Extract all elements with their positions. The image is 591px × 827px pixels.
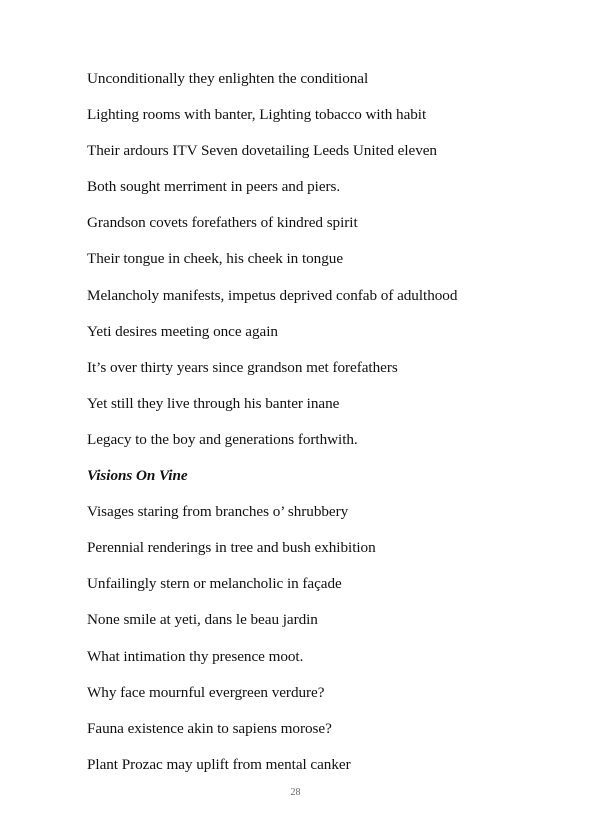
poem-line: Plant Prozac may uplift from mental canker	[87, 755, 351, 773]
poem-line: Visages staring from branches o’ shrubbery	[87, 503, 349, 521]
poem-line: Their ardours ITV Seven dovetailing Leeds United eleven	[87, 142, 437, 160]
poem-title: Visions On Vine	[87, 467, 188, 485]
poem-line: None smile at yeti, dans le beau jardin	[87, 611, 318, 629]
poem-line: Unconditionally they enlighten the conditional	[87, 70, 369, 87]
poem-line: Fauna existence akin to sapiens morose?	[87, 719, 332, 737]
poem-line: Legacy to the boy and generations forthwith.	[87, 430, 358, 448]
poem-line: Lighting rooms with banter, Lighting tobacco with habit	[87, 106, 427, 124]
poem-text-block	[87, 68, 567, 790]
poem-line: Grandson covets forefathers of kindred spirit	[87, 214, 358, 232]
page-number: 28	[290, 787, 301, 798]
poem-line: Melancholy manifests, impetus deprived confab of adulthood	[87, 286, 458, 304]
poem-line: Yeti desires meeting once again	[87, 322, 278, 340]
poem-line: Their tongue in cheek, his cheek in tongue	[87, 250, 344, 268]
poem-line: Why face mournful evergreen verdure?	[87, 683, 325, 701]
poem-line: It’s over thirty years since grandson met forefathers	[87, 358, 398, 376]
poem-line: Both sought merriment in peers and piers.	[87, 178, 341, 196]
poem-line: Unfailingly stern or melancholic in façade	[87, 575, 342, 593]
poem-line: Perennial renderings in tree and bush exhibition	[87, 539, 376, 557]
poem-line: Yet still they live through his banter inane	[87, 394, 340, 412]
poem-line: What intimation thy presence moot.	[87, 647, 304, 665]
